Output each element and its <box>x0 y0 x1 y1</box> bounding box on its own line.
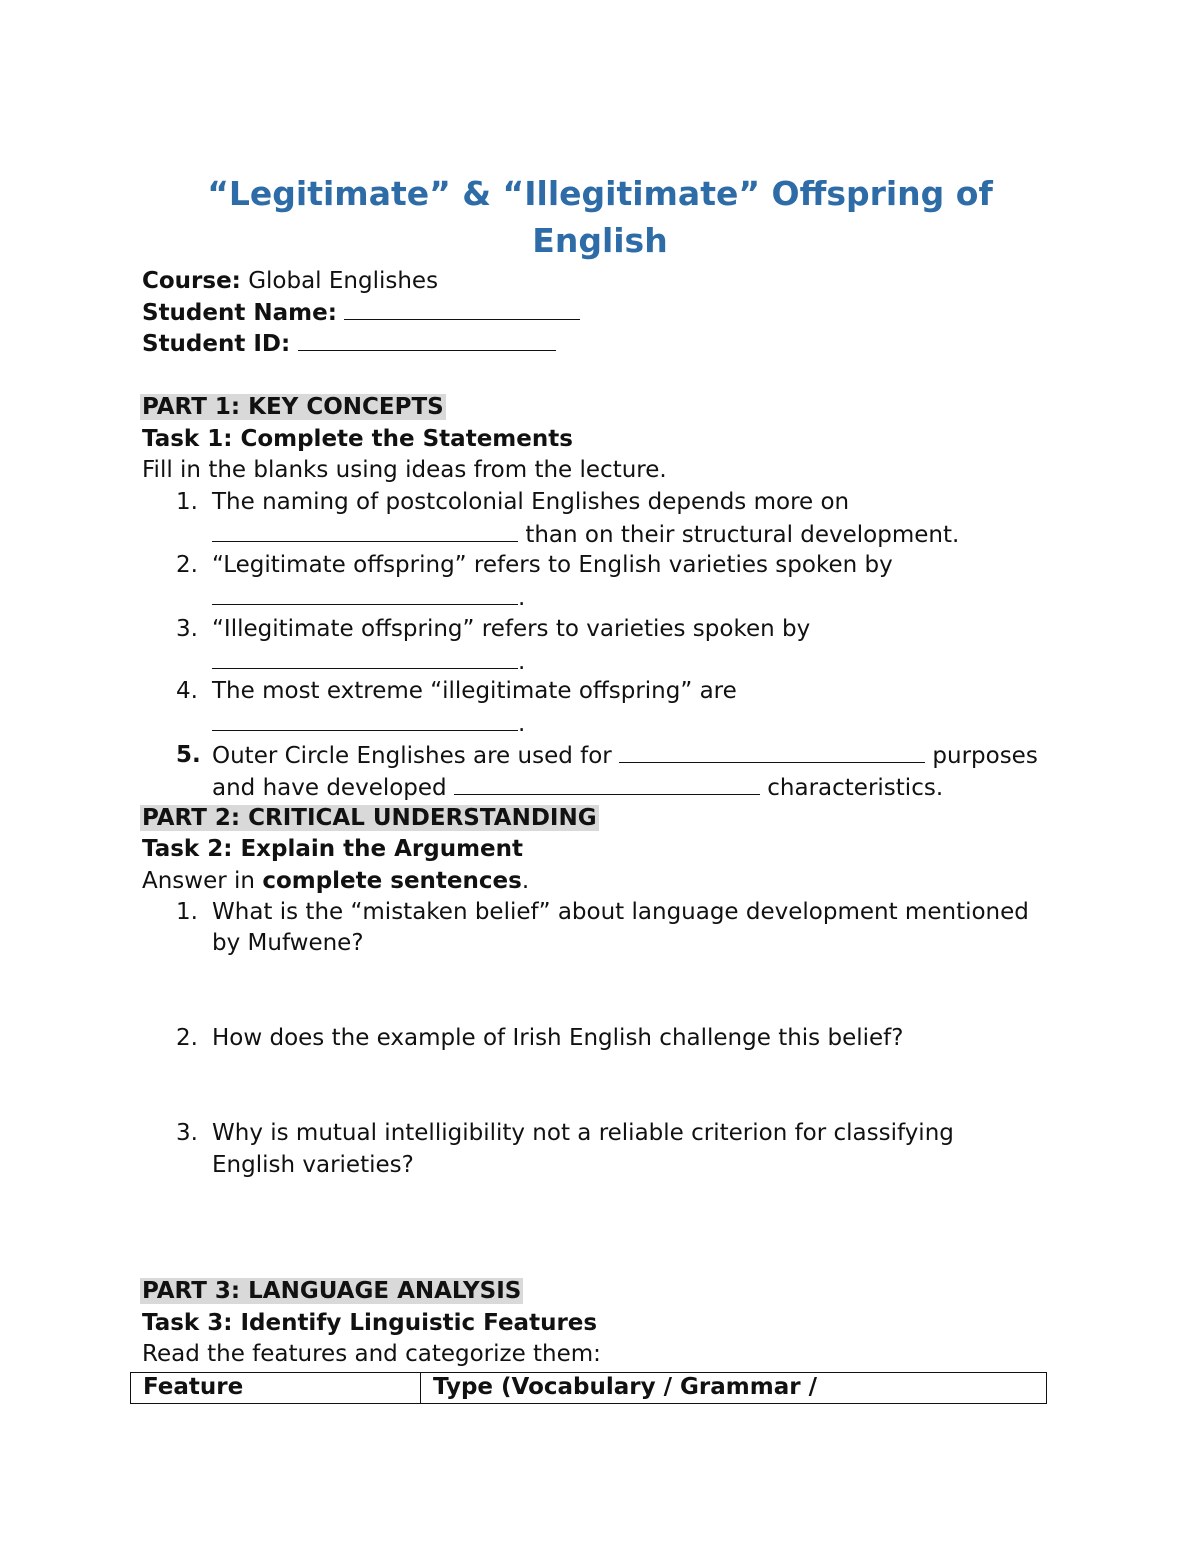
course-value: Global Englishes <box>248 268 439 294</box>
part1-heading: PART 1: KEY CONCEPTS <box>142 394 444 420</box>
task3-title: Task 3: Identify Linguistic Features <box>142 1310 598 1336</box>
task2-instruction-b: . <box>521 868 530 894</box>
title-line-2: English <box>532 221 668 260</box>
item1-line1: The naming of postcolonial Englishes depends more on <box>212 489 850 515</box>
course-line <box>142 266 438 296</box>
question3-line1: Why is mutual intelligibility not a reliable criterion for classifying <box>212 1120 954 1146</box>
task2-instruction <box>142 866 529 896</box>
part1-heading-line <box>142 392 446 422</box>
part3-heading: PART 3: LANGUAGE ANALYSIS <box>142 1278 522 1304</box>
student-id-blank[interactable] <box>298 328 556 351</box>
item5-line2 <box>212 772 943 803</box>
item5-text-b: purposes <box>932 743 1038 769</box>
item4-number: 4. <box>176 678 198 704</box>
item5-text-a: Outer Circle Englishes are used for <box>212 743 612 769</box>
item2-number: 2. <box>176 552 198 578</box>
table-header-type: Type (Vocabulary / Grammar / <box>421 1373 1047 1404</box>
item5-line1 <box>212 740 1038 771</box>
item2-blank[interactable] <box>212 582 518 605</box>
question1-line1: What is the “mistaken belief” about language development mentioned <box>212 899 1029 925</box>
item4-blank[interactable] <box>212 708 518 731</box>
item5-blank-1[interactable] <box>619 740 925 763</box>
question3-line2: English varieties? <box>212 1152 414 1178</box>
student-id-label: Student ID: <box>142 331 291 357</box>
item1-tail: than on their structural development. <box>525 522 960 548</box>
task2-instruction-bold: complete sentences <box>262 868 522 894</box>
item2-line2 <box>212 582 525 613</box>
task1-instruction: Fill in the blanks using ideas from the lecture. <box>142 457 667 483</box>
item4-line2 <box>212 708 525 739</box>
feature-table <box>130 1372 1047 1404</box>
item4-tail: . <box>518 711 526 737</box>
student-name-blank[interactable] <box>344 297 580 320</box>
question1-number: 1. <box>176 899 198 925</box>
item3-tail: . <box>518 649 526 675</box>
question2-number: 2. <box>176 1025 198 1051</box>
task3-instruction: Read the features and categorize them: <box>142 1341 601 1367</box>
item2-tail: . <box>518 585 526 611</box>
task2-instruction-a: Answer in <box>142 868 255 894</box>
part2-heading-line <box>142 803 599 833</box>
item1-line2 <box>212 519 959 550</box>
item3-line1: “Illegitimate offspring” refers to varieties spoken by <box>212 616 811 642</box>
part3-heading-line <box>142 1276 523 1306</box>
part2-heading: PART 2: CRITICAL UNDERSTANDING <box>142 805 597 831</box>
question1-line2: by Mufwene? <box>212 930 364 956</box>
table-header-row <box>131 1373 1047 1404</box>
item3-line2 <box>212 646 525 677</box>
item5-number: 5. <box>176 742 201 768</box>
task1-title: Task 1: Complete the Statements <box>142 426 573 452</box>
student-id-line <box>142 328 556 359</box>
student-name-label: Student Name: <box>142 300 337 326</box>
item2-line1: “Legitimate offspring” refers to English varieties spoken by <box>212 552 893 578</box>
item5-text-c: and have developed <box>212 775 447 801</box>
question2-line1: How does the example of Irish English challenge this belief? <box>212 1025 904 1051</box>
question3-number: 3. <box>176 1120 198 1146</box>
course-label: Course: <box>142 268 241 294</box>
item3-blank[interactable] <box>212 646 518 669</box>
item3-number: 3. <box>176 616 198 642</box>
title-line-1: “Legitimate” & “Illegitimate” Offspring of <box>207 174 993 213</box>
student-name-line <box>142 297 580 328</box>
item5-text-d: characteristics. <box>767 775 944 801</box>
table-header-feature: Feature <box>131 1373 421 1404</box>
task2-title: Task 2: Explain the Argument <box>142 836 524 862</box>
item1-number: 1. <box>176 489 198 515</box>
document-title <box>140 170 1060 264</box>
item1-blank[interactable] <box>212 519 518 542</box>
item5-blank-2[interactable] <box>454 772 760 795</box>
item4-line1: The most extreme “illegitimate offspring” are <box>212 678 737 704</box>
